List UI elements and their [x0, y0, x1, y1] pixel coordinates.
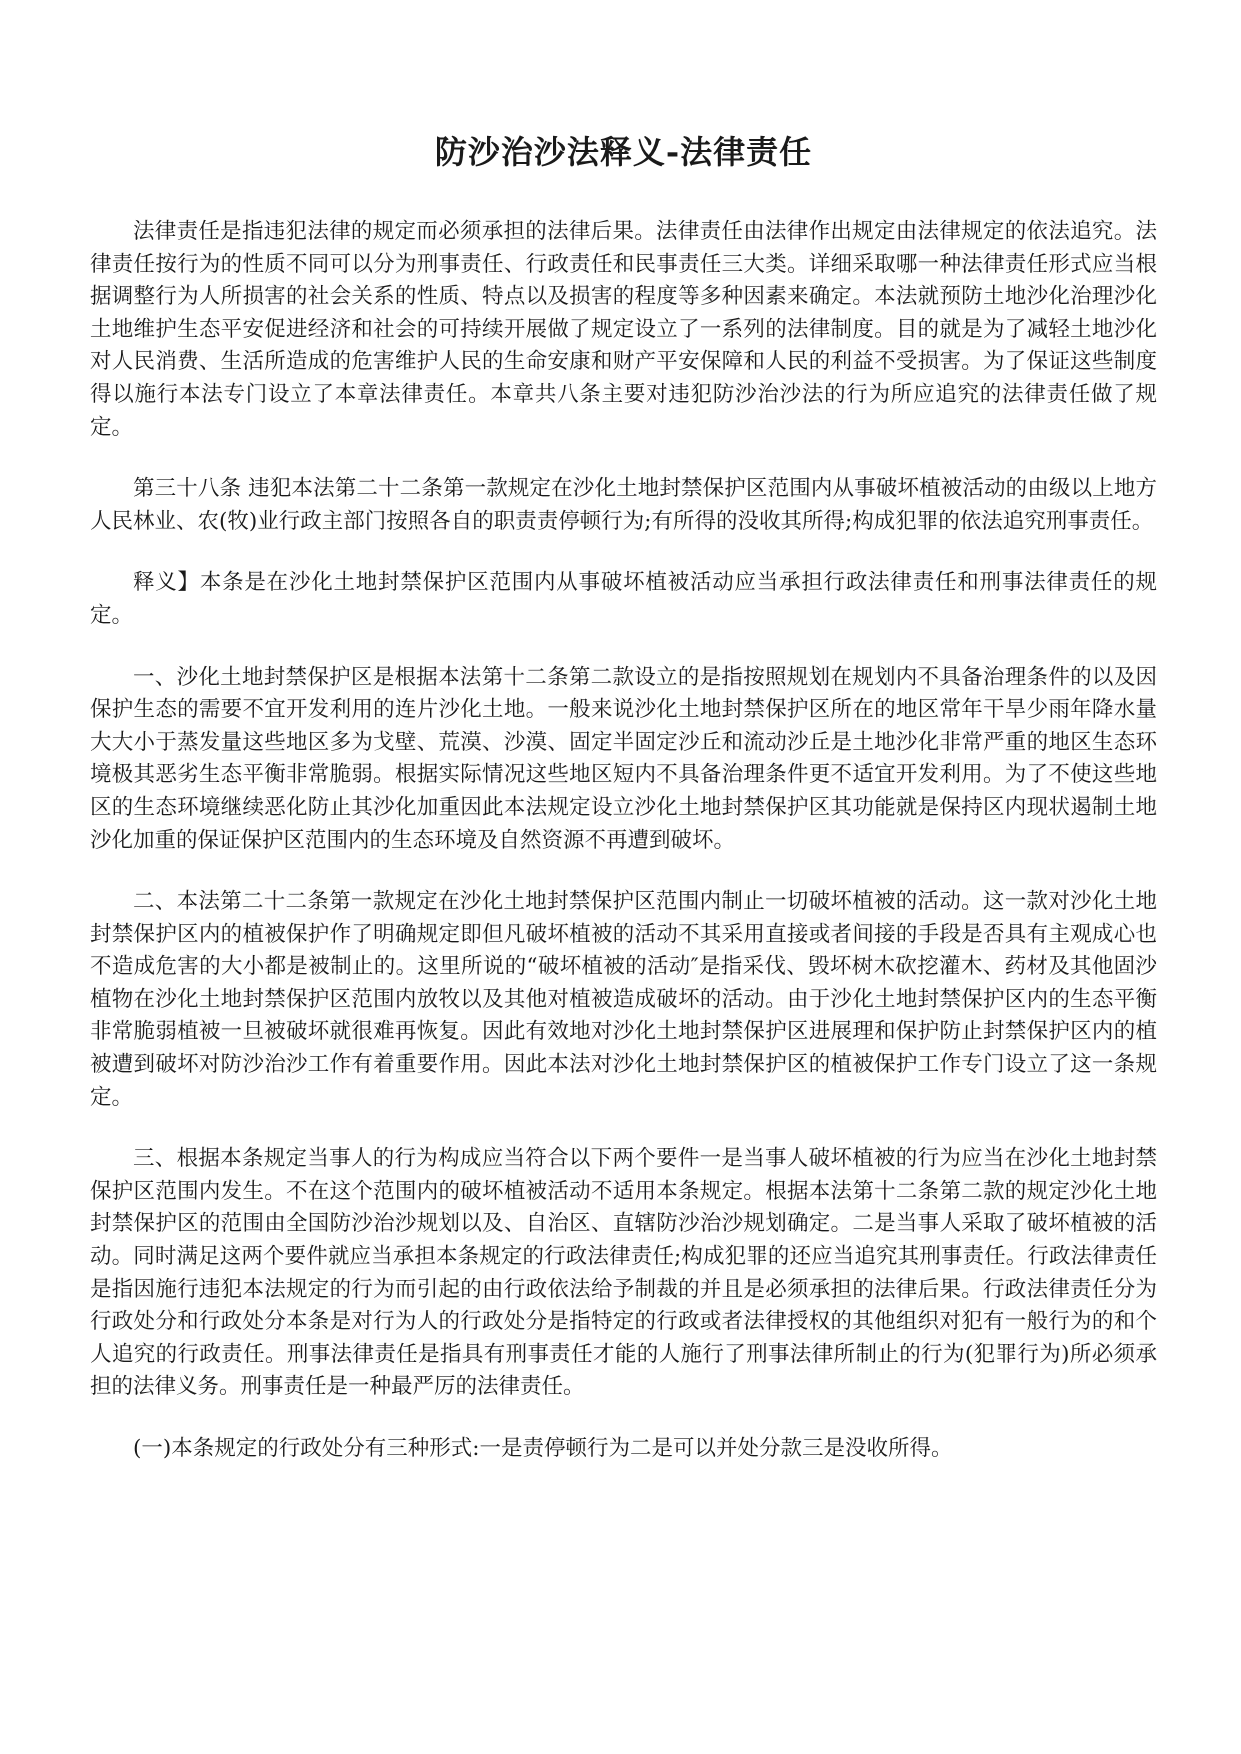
paragraph-section-2: 二、本法第二十二条第一款规定在沙化土地封禁保护区范围内制止一切破坏植被的活动。这一款对沙化土地封禁保护区内的植被保护作了明确规定即但凡破坏植被的活动不其采用直接或者间接的手段是否具有主观成心也不造成危害的大小都是被制止的。这里所说的“破坏植被的活动″是指采伐、毁坏树木砍挖灌木、药材及其他固沙植物在沙化土地封禁保护区范围内放牧以及其他对植被造成破坏的活动。由于沙化土地封禁保护区内的生态平衡非常脆弱植被一旦被破坏就很难再恢复。因此有效地对沙化土地封禁保护区进展理和保护防止封禁保护区内的植被遭到破坏对防沙治沙工作有着重要作用。因此本法对沙化土地封禁保护区的植被保护工作专门设立了这一条规定。 — [90, 889, 1157, 1110]
paragraph-subsection-1: (一)本条规定的行政处分有三种形式:一是责停顿行为二是可以并处分款三是没收所得。 — [133, 1436, 953, 1461]
paragraph-interpretation: 释义】本条是在沙化土地封禁保护区范围内从事破坏植被活动应当承担行政法律责任和刑事法律责任的规定。 — [90, 570, 1157, 628]
paragraph-section-1: 一、沙化土地封禁保护区是根据本法第十二条第二款设立的是指按照规划在规划内不具备治理条件的以及因保护生态的需要不宜开发利用的连片沙化土地。一般来说沙化土地封禁保护区所在的地区常年干旱少雨年降水量大大小于蒸发量这些地区多为戈壁、荒漠、沙漠、固定半固定沙丘和流动沙丘是土地沙化非常严重的地区生态环境极其恶劣生态平衡非常脆弱。根据实际情况这些地区短内不具备治理条件更不适宜开发利用。为了不使这些地区的生态环境继续恶化防止其沙化加重因此本法规定设立沙化土地封禁保护区其功能就是保持区内现状遏制土地沙化加重的保证保护区范围内的生态环境及自然资源不再遭到破坏。 — [90, 664, 1157, 853]
paragraph-article-38: 第三十八条 违犯本法第二十二条第一款规定在沙化土地封禁保护区范围内从事破坏植被活动的由级以上地方人民林业、农(牧)业行政主部门按照各自的职责责停顿行为;有所得的没收其所得;构成犯罪的依法追究刑事责任。 — [90, 476, 1157, 534]
document-title: 防沙治沙法释义-法律责任 — [434, 133, 813, 171]
paragraph-section-3: 三、根据本条规定当事人的行为构成应当符合以下两个要件一是当事人破坏植被的行为应当在沙化土地封禁保护区范围内发生。不在这个范围内的破坏植被活动不适用本条规定。根据本法第十二条第二款的规定沙化土地封禁保护区的范围由全国防沙治沙规划以及、自治区、直辖防沙治沙规划确定。二是当事人采取了破坏植被的活动。同时满足这两个要件就应当承担本条规定的行政法律责任;构成犯罪的还应当追究其刑事责任。行政法律责任是指因施行违犯本法规定的行为而引起的由行政依法给予制裁的并且是必须承担的法律后果。行政法律责任分为行政处分和行政处分本条是对行为人的行政处分是指特定的行政或者法律授权的其他组织对犯有一般行为的和个人追究的行政责任。刑事法律责任是指具有刑事责任才能的人施行了刑事法律所制止的行为(犯罪行为)所必须承担的法律义务。刑事责任是一种最严厉的法律责任。 — [90, 1146, 1157, 1400]
paragraph-intro: 法律责任是指违犯法律的规定而必须承担的法律后果。法律责任由法律作出规定由法律规定的依法追究。法律责任按行为的性质不同可以分为刑事责任、行政责任和民事责任三大类。详细采取哪一种法律责任形式应当根据调整行为人所损害的社会关系的性质、特点以及损害的程度等多种因素来确定。本法就预防土地沙化治理沙化土地维护生态平安促进经济和社会的可持续开展做了规定设立了一系列的法律制度。目的就是为了减轻土地沙化对人民消费、生活所造成的危害维护人民的生命安康和财产平安保障和人民的利益不受损害。为了保证这些制度得以施行本法专门设立了本章法律责任。本章共八条主要对违犯防沙治沙法的行为所应追究的法律责任做了规定。 — [90, 219, 1157, 440]
